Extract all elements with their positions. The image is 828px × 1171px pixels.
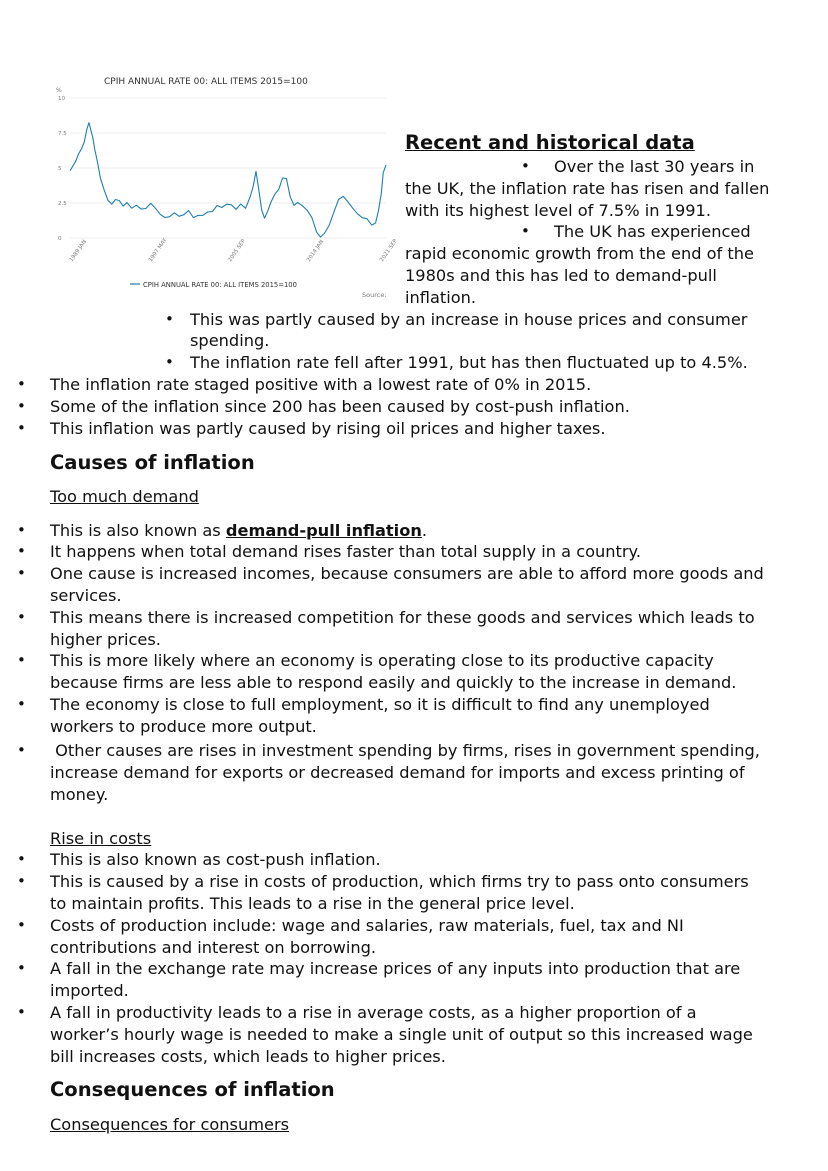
- cost-bullet-1: This is also known as cost-push inflation.: [50, 850, 381, 870]
- demand-bullet-5-l1: This is more likely where an economy is operating close to its productive capacity: [50, 651, 714, 671]
- x-tick-label: 2005 SEP: [227, 238, 248, 264]
- demand-bullet-1: [50, 520, 427, 542]
- demand-bullet-3-l1: One cause is increased incomes, because consumers are able to afford more goods and: [50, 564, 764, 584]
- demand-bullet-6-l1: The economy is close to full employment, so it is difficult to find any unemployed: [50, 694, 710, 714]
- demand-bullet-7-l3: money.: [50, 784, 109, 804]
- x-tick-label: 1989 JAN: [68, 239, 89, 264]
- x-tick-labels: [69, 237, 400, 263]
- wrap-b2-l3: 1980s and this has led to demand-pull: [405, 266, 717, 285]
- wrap-b1-l3: with its highest level of 7.5% in 1991.: [405, 200, 711, 220]
- demand-bullet-2: It happens when total demand rises faster than total supply in a country.: [50, 542, 641, 562]
- bullet-glyph: •: [17, 418, 26, 437]
- y-tick-labels: [58, 96, 67, 242]
- bullet-glyph: •: [17, 1002, 26, 1021]
- chart-title: CPIH ANNUAL RATE 00: ALL ITEMS 2015=100: [104, 77, 308, 87]
- cost-bullet-3-l1: Costs of production include: wage and salaries, raw materials, fuel, tax and NI: [50, 915, 684, 935]
- wrap-b2-l2: rapid economic growth from the end of the: [405, 244, 754, 264]
- cost-bullet-4-l2: imported.: [50, 981, 129, 1001]
- x-tick-label: 2014 JAN: [305, 239, 326, 264]
- bullet-glyph: •: [17, 651, 26, 670]
- consumers-subheading: Consequences for consumers: [50, 1115, 290, 1134]
- demand-bullet-4-l2: higher prices.: [50, 629, 161, 649]
- cost-bullet-5-l3: bill increases costs, which leads to higher prices.: [50, 1046, 446, 1066]
- demand-pull-term: demand-pull inflation: [225, 520, 422, 540]
- series-line: [70, 123, 386, 237]
- demand-bullet-4-l1: This means there is increased competition for these goods and services which leads to: [50, 607, 755, 627]
- cost-bullet-4-l1: A fall in the exchange rate may increase prices of any inputs into production that are: [50, 959, 741, 979]
- costs-subheading: Rise in costs: [50, 828, 152, 848]
- bullet-glyph: •: [165, 353, 174, 372]
- recent-bullet-2: Some of the inflation since 200 has been caused by cost-push inflation.: [50, 396, 630, 416]
- recent-bullet-1: The inflation rate staged positive with a lowest rate of 0% in 2015.: [50, 375, 592, 394]
- indented-bullet-2: The inflation rate fell after 1991, but has then fluctuated up to 4.5%.: [190, 353, 748, 373]
- cost-bullet-5-l2: worker’s hourly wage is needed to make a single unit of output so this increased wage: [50, 1024, 753, 1044]
- x-tick-label: 1997 MAY: [147, 237, 169, 264]
- demand-bullet-7-l1: Other causes are rises in investment spending by firms, rises in government spending,: [50, 741, 760, 760]
- y-tick-label: 2.5: [58, 201, 67, 207]
- recent-bullet-3: This inflation was partly caused by rising oil prices and higher taxes.: [50, 418, 606, 438]
- demand-subheading: Too much demand: [50, 487, 199, 506]
- demand-bullet-6-l2: workers to produce more output.: [50, 716, 317, 736]
- bullet-glyph: •: [165, 309, 174, 328]
- wrap-b1-l1: Over the last 30 years in: [554, 157, 755, 176]
- wrap-b2-l1: The UK has experienced: [554, 222, 751, 242]
- recent-heading: Recent and historical data: [405, 131, 695, 154]
- y-axis-label: %: [56, 87, 62, 94]
- bullet-glyph: •: [17, 375, 26, 393]
- bullet-glyph: •: [521, 222, 530, 241]
- cost-bullet-3-l2: contributions and interest on borrowing.: [50, 937, 377, 957]
- bullet-glyph: •: [521, 157, 530, 175]
- bullet-glyph: •: [17, 694, 26, 713]
- consequences-heading: Consequences of inflation: [50, 1078, 335, 1101]
- indented-bullet-1-l1: This was partly caused by an increase in house prices and consumer: [190, 309, 748, 329]
- y-tick-label: 0: [58, 236, 62, 242]
- y-tick-label: 7.5: [58, 131, 67, 137]
- bullet-glyph: •: [17, 396, 26, 415]
- bullet-glyph: •: [17, 872, 26, 891]
- wrap-b1-l2: the UK, the inflation rate has risen and fallen: [405, 178, 770, 198]
- cost-bullet-2-l1: This is caused by a rise in costs of production, which firms try to pass onto consumers: [50, 872, 749, 892]
- bullet-glyph: •: [17, 520, 26, 539]
- d1-post: .: [421, 520, 428, 540]
- bullet-glyph: •: [17, 741, 26, 759]
- demand-bullet-3-l2: services.: [50, 585, 122, 605]
- bullet-glyph: •: [17, 959, 26, 978]
- bullet-glyph: •: [17, 915, 26, 934]
- bullet-glyph: •: [17, 542, 26, 561]
- y-tick-label: 10: [58, 96, 65, 102]
- grid-lines: [70, 98, 386, 238]
- wrap-b2-l4: inflation.: [405, 287, 477, 307]
- chart-legend: CPIH ANNUAL RATE 00: ALL ITEMS 2015=100: [143, 281, 297, 289]
- x-tick-label: 2021 SEP: [379, 238, 399, 264]
- cost-bullet-5-l1: A fall in productivity leads to a rise in average costs, as a higher proportion of a: [50, 1002, 697, 1022]
- bullet-glyph: •: [17, 850, 26, 869]
- causes-heading: Causes of inflation: [50, 451, 255, 474]
- d1-pre: This is also known as: [50, 520, 226, 540]
- demand-bullet-5-l2: because firms are less able to respond easily and quickly to the increase in demand.: [50, 673, 737, 693]
- chart-source-label: Source:: [362, 291, 387, 299]
- indented-bullet-1-l2: spending.: [190, 331, 270, 351]
- cost-bullet-2-l2: to maintain profits. This leads to a rise in the general price level.: [50, 893, 575, 913]
- demand-bullet-7-l2: increase demand for exports or decreased demand for imports and excess printing of: [50, 762, 745, 782]
- bullet-glyph: •: [17, 607, 26, 626]
- y-tick-label: 5: [58, 166, 62, 172]
- inflation-chart: [40, 62, 400, 307]
- bullet-glyph: •: [17, 564, 26, 583]
